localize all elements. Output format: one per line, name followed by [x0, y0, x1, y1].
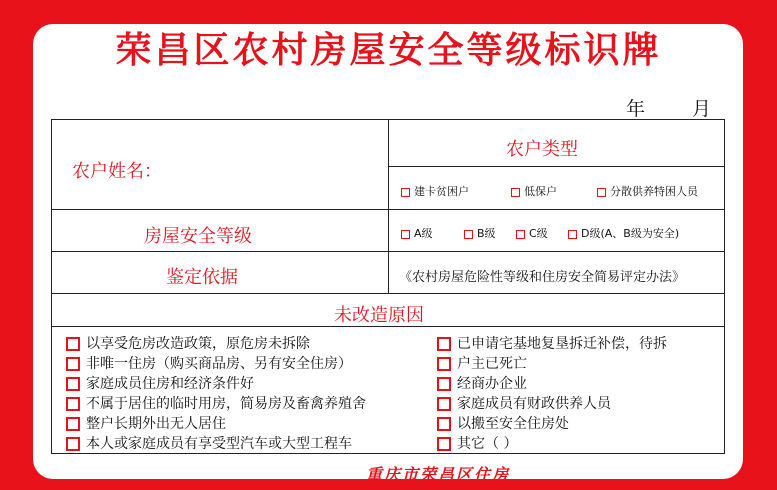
safety-level-label: 房屋安全等级 — [144, 226, 252, 247]
row-divider — [388, 166, 725, 167]
reason-right-4[interactable]: 家庭成员有财政供养人员 — [437, 393, 611, 413]
checkbox-icon[interactable] — [401, 188, 410, 197]
checkbox-icon[interactable] — [66, 437, 80, 451]
basis-value: 《农村房屋危险性等级和住房安全简易评定办法》 — [399, 270, 686, 285]
option-level-c[interactable]: C级 — [516, 225, 548, 241]
reason-right-3[interactable]: 经商办企业 — [437, 373, 527, 393]
row-divider — [51, 209, 725, 210]
basis-label: 鉴定依据 — [166, 267, 238, 288]
reason-left-3[interactable]: 家庭成员住房和经济条件好 — [66, 373, 254, 393]
checkbox-icon[interactable] — [66, 397, 80, 411]
checkbox-icon[interactable] — [437, 377, 451, 391]
checkbox-icon[interactable] — [437, 417, 451, 431]
row-divider — [51, 293, 725, 294]
checkbox-icon[interactable] — [597, 188, 606, 197]
checkbox-icon[interactable] — [66, 377, 80, 391]
reason-right-1[interactable]: 已申请宅基地复垦拆迁补偿，待拆 — [437, 333, 667, 353]
reasons-header: 未改造原因 — [334, 305, 424, 326]
checkbox-icon[interactable] — [437, 337, 451, 351]
option-level-a[interactable]: A级 — [401, 225, 433, 241]
checkbox-icon[interactable] — [568, 230, 577, 239]
reason-left-4[interactable]: 不属于居住的临时用房，简易房及畜禽养殖舍 — [66, 393, 366, 413]
checkbox-icon[interactable] — [66, 417, 80, 431]
reason-right-5[interactable]: 以搬至安全住房处 — [437, 413, 569, 433]
column-divider — [388, 119, 389, 294]
checkbox-icon[interactable] — [437, 397, 451, 411]
reason-right-6[interactable]: 其它（ ） — [437, 433, 517, 453]
option-poor-household[interactable]: 建卡贫困户 — [401, 183, 469, 199]
reason-left-5[interactable]: 整户长期外出无人居住 — [66, 413, 226, 433]
option-level-d[interactable]: D级(A、B级为安全) — [568, 225, 679, 241]
issuer-footer: 重庆市荣昌区住房 — [366, 465, 511, 484]
checkbox-icon[interactable] — [464, 230, 473, 239]
reason-left-6[interactable]: 本人或家庭成员有享受型汽车或大型工程车 — [66, 433, 352, 453]
row-divider — [51, 251, 725, 252]
owner-name-label: 农户姓名： — [72, 161, 162, 182]
checkbox-icon[interactable] — [437, 437, 451, 451]
checkbox-icon[interactable] — [516, 230, 525, 239]
household-type-header: 农户类型 — [506, 139, 578, 160]
checkbox-icon[interactable] — [401, 230, 410, 239]
option-dispersed-support[interactable]: 分散供养特困人员 — [597, 183, 698, 199]
reason-left-2[interactable]: 非唯一住房（购买商品房、另有安全住房） — [66, 353, 352, 373]
reason-right-2[interactable]: 户主已死亡 — [437, 353, 527, 373]
checkbox-icon[interactable] — [66, 357, 80, 371]
checkbox-icon[interactable] — [66, 337, 80, 351]
option-level-b[interactable]: B级 — [464, 225, 496, 241]
sign-title: 荣昌区农村房屋安全等级标识牌 — [115, 30, 662, 71]
reason-left-1[interactable]: 以享受危房改造政策，原危房未拆除 — [66, 333, 310, 353]
date-year-label: 年 — [626, 98, 646, 120]
date-month-label: 月 — [692, 98, 712, 120]
option-low-income[interactable]: 低保户 — [511, 183, 557, 199]
checkbox-icon[interactable] — [511, 188, 520, 197]
checkbox-icon[interactable] — [437, 357, 451, 371]
